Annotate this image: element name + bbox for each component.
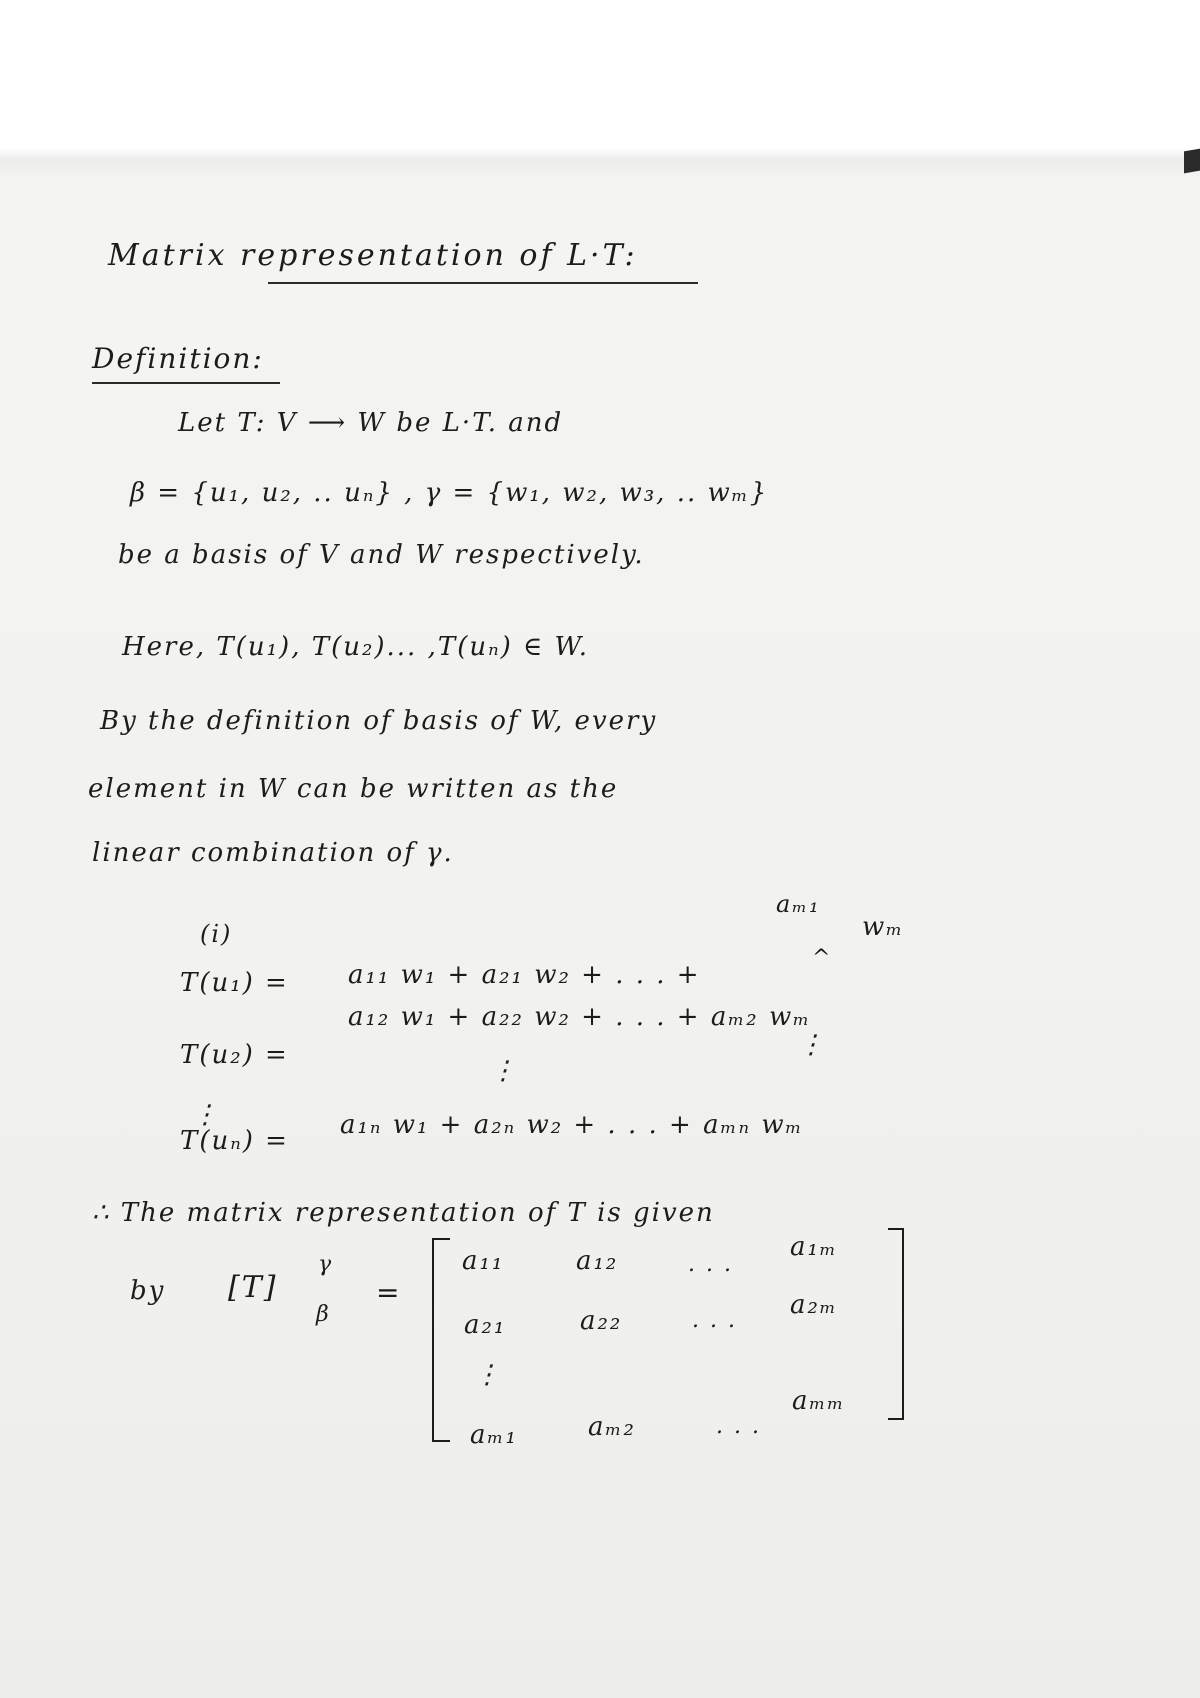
- text-line-3: be a basis of V and W respectively.: [118, 540, 645, 570]
- equation-marker: (i): [200, 920, 233, 948]
- equation-1-end: wₘ: [862, 912, 905, 942]
- equation-vdots-mid: ⋮: [490, 1056, 518, 1086]
- matrix-cell: aₘₘ: [792, 1386, 846, 1416]
- equals-sign: =: [376, 1276, 402, 1309]
- matrix-vdots: ⋮: [474, 1360, 502, 1390]
- equation-3-rhs: a₁ₙ w₁ + a₂ₙ w₂ + . . . + aₘₙ wₘ: [340, 1110, 804, 1140]
- page-corner-shadow: [1184, 149, 1200, 174]
- equation-1-rhs: a₁₁ w₁ + a₂₁ w₂ + . . . +: [348, 960, 701, 990]
- equation-2-lhs: T(u₂) =: [180, 1040, 289, 1070]
- matrix-left-bracket: [432, 1238, 450, 1442]
- text-line-1: Let T: V ⟶ W be L·T. and: [178, 408, 564, 438]
- text-line-5: By the definition of basis of W, every: [100, 706, 658, 736]
- matrix-cell: . . .: [688, 1252, 733, 1277]
- definition-heading: Definition:: [92, 342, 264, 375]
- matrix-cell: . . .: [716, 1414, 761, 1439]
- matrix-notation-subscript: β: [316, 1302, 331, 1327]
- matrix-notation-superscript: γ: [318, 1252, 334, 1277]
- equation-vdots-right: ⋮: [798, 1030, 826, 1060]
- matrix-cell: a₂₂: [580, 1306, 623, 1336]
- equation-2-rhs: a₁₂ w₁ + a₂₂ w₂ + . . . + aₘ₂ wₘ: [348, 1002, 812, 1032]
- equation-vdots-left: ⋮: [192, 1100, 220, 1130]
- insertion-caret: ^: [812, 946, 833, 971]
- matrix-cell: a₂ₘ: [790, 1290, 838, 1320]
- page-top-edge: [0, 148, 1200, 178]
- matrix-cell: a₁ₘ: [790, 1232, 838, 1262]
- matrix-cell: a₁₁: [462, 1246, 505, 1276]
- matrix-cell: aₘ₁: [470, 1420, 518, 1450]
- text-line-7: linear combination of γ.: [92, 838, 454, 868]
- matrix-right-bracket: [888, 1228, 904, 1420]
- text-line-6: element in W can be written as the: [88, 774, 619, 804]
- text-line-4: Here, T(u₁), T(u₂)... ,T(uₙ) ∈ W.: [122, 632, 589, 662]
- equation-1-lhs: T(u₁) =: [180, 968, 289, 998]
- matrix-notation: [T]: [228, 1270, 278, 1305]
- conclusion-line: ∴ The matrix representation of T is given: [92, 1198, 715, 1228]
- matrix-cell: a₂₁: [464, 1310, 507, 1340]
- matrix-cell: . . .: [692, 1308, 737, 1333]
- title-underline: [268, 282, 698, 284]
- definition-underline: [92, 382, 280, 384]
- conclusion-by: by: [130, 1276, 166, 1306]
- matrix-cell: aₘ₂: [588, 1412, 636, 1442]
- matrix-cell: a₁₂: [576, 1246, 619, 1276]
- page-title: Matrix representation of L·T:: [108, 238, 638, 273]
- text-line-2: β = {u₁, u₂, .. uₙ} , γ = {w₁, w₂, w₃, .. wₘ}: [130, 478, 769, 508]
- equation-3-lhs: T(uₙ) =: [180, 1126, 289, 1156]
- am1-superscript: aₘ₁: [776, 890, 821, 918]
